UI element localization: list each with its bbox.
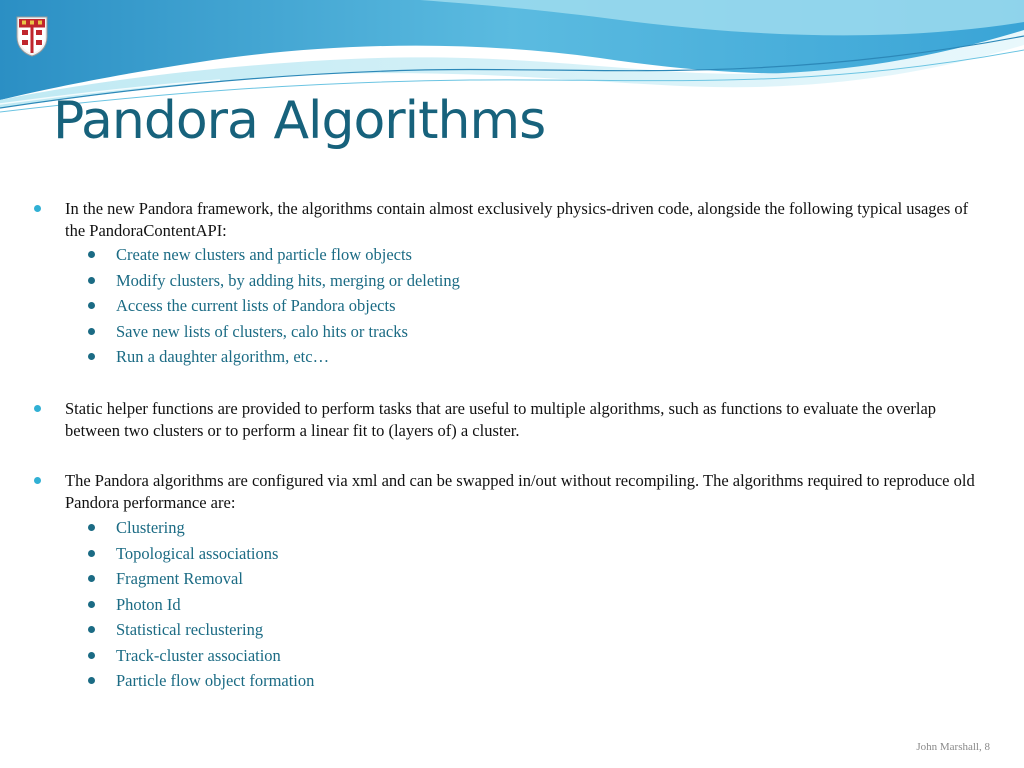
- sub-bullet-dot-icon: [88, 601, 95, 608]
- slide-title: Pandora Algorithms: [53, 91, 546, 151]
- sub-bullet-text: Photon Id: [116, 595, 181, 614]
- sub-bullet-text: Topological associations: [116, 544, 279, 563]
- sub-bullet-text: Run a daughter algorithm, etc…: [116, 347, 330, 366]
- sub-bullet-text: Save new lists of clusters, calo hits or tracks: [116, 322, 408, 341]
- sub-bullet-dot-icon: [88, 677, 95, 684]
- bullet-text: The Pandora algorithms are configured via xml and can be swapped in/out without recompiling. The algorithms required to reproduce old Pandora performance are:: [65, 471, 975, 512]
- sub-bullet-text: Fragment Removal: [116, 569, 243, 588]
- sub-bullet-dot-icon: [88, 652, 95, 659]
- bullet-dot-icon: [34, 477, 41, 484]
- bullet-dot-icon: [34, 205, 41, 212]
- sub-bullet-dot-icon: [88, 353, 95, 360]
- university-crest-icon: [15, 15, 49, 57]
- sub-bullet-text: Track-cluster association: [116, 646, 281, 665]
- sub-bullet-dot-icon: [88, 575, 95, 582]
- sub-bullet-dot-icon: [88, 251, 95, 258]
- sub-bullet-dot-icon: [88, 626, 95, 633]
- sub-bullet-text: Create new clusters and particle flow objects: [116, 245, 412, 264]
- sub-bullet-text: Access the current lists of Pandora objects: [116, 296, 396, 315]
- bullet-text: In the new Pandora framework, the algorithms contain almost exclusively physics-driven code, alongside the following typical usages of the PandoraContentAPI:: [65, 199, 969, 240]
- sub-bullet-dot-icon: [88, 328, 95, 335]
- sub-bullet-text: Particle flow object formation: [116, 671, 315, 690]
- sub-bullet-dot-icon: [88, 550, 95, 557]
- sub-bullet-text: Statistical reclustering: [116, 620, 264, 639]
- sub-bullet-text: Modify clusters, by adding hits, merging or deleting: [116, 271, 460, 290]
- bullet-dot-icon: [34, 405, 41, 412]
- slide-footer: John Marshall, 8: [916, 741, 990, 753]
- sub-bullet-dot-icon: [88, 277, 95, 284]
- sub-bullet-text: Clustering: [116, 518, 185, 537]
- bullet-text: Static helper functions are provided to perform tasks that are useful to multiple algorithms, such as functions to evaluate the overlap between two clusters or to perform a linear fit to (layers of) a cluster.: [65, 399, 937, 440]
- sub-bullet-dot-icon: [88, 302, 95, 309]
- sub-bullet-dot-icon: [88, 524, 95, 531]
